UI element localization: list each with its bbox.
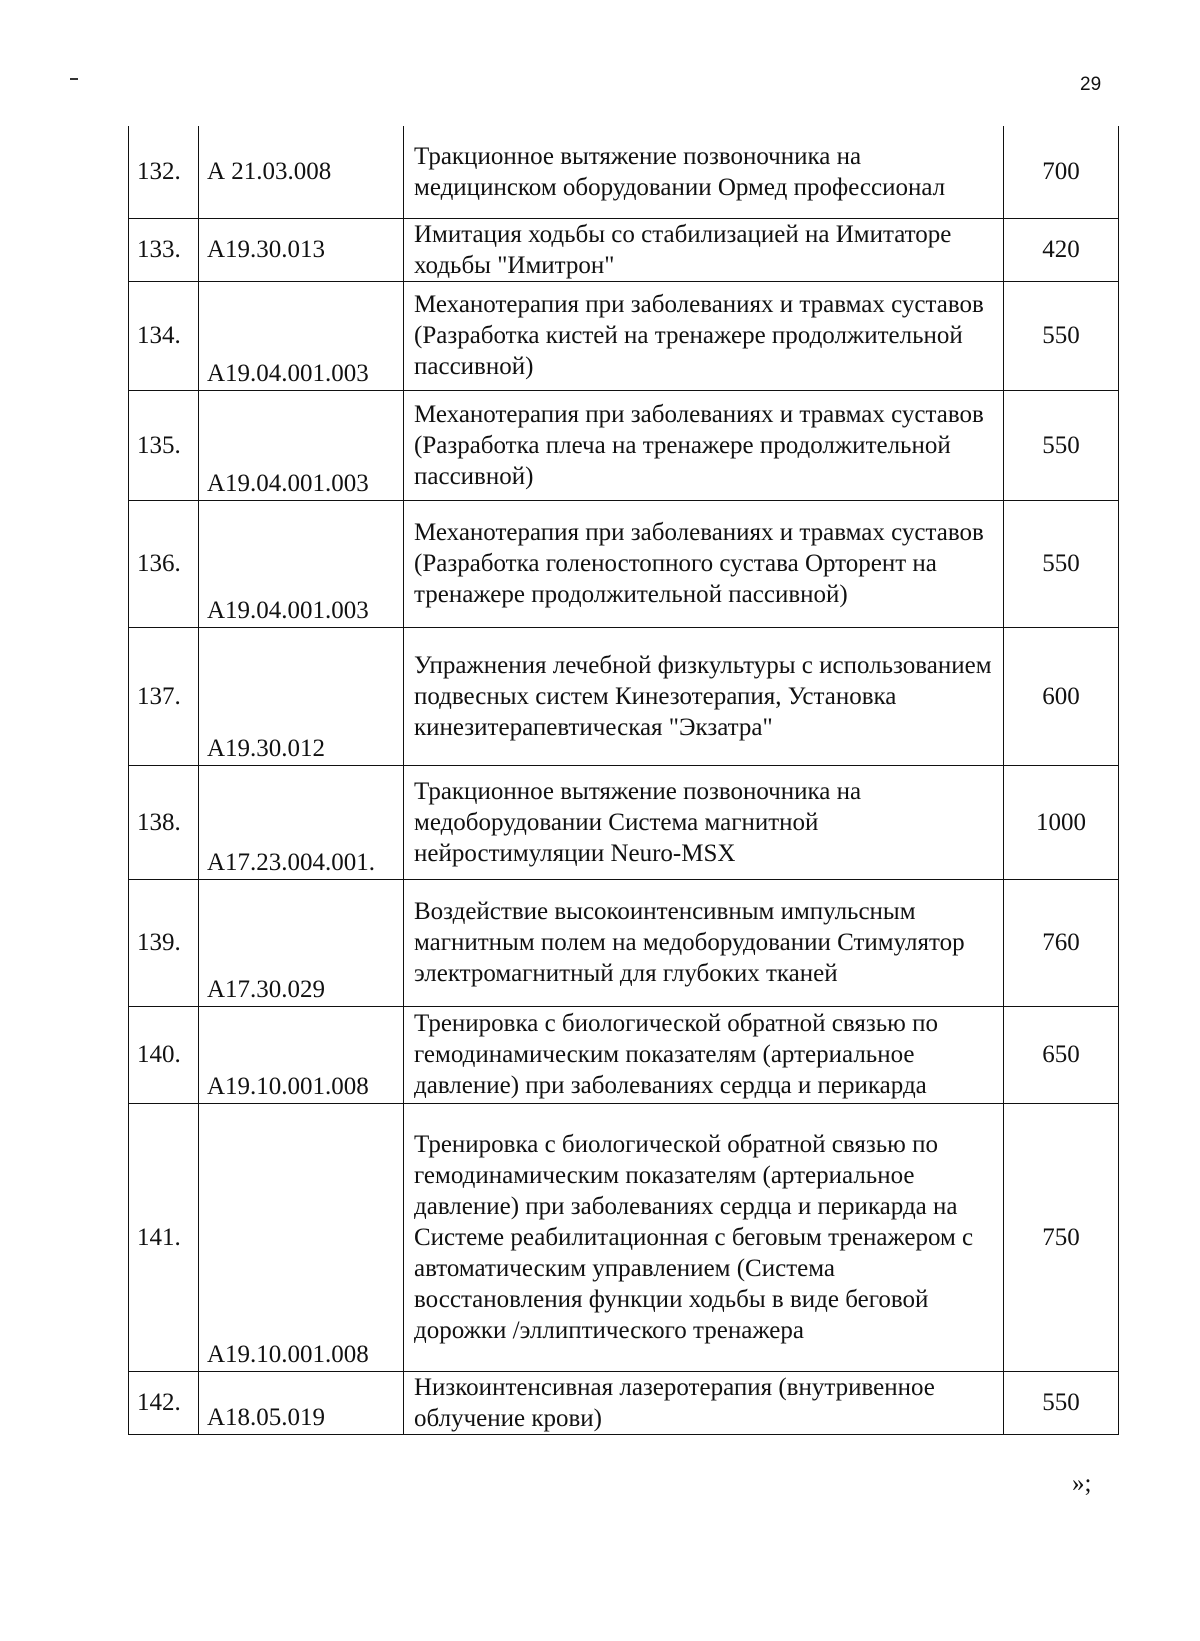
service-description: Тренировка с биологической обратной связью по гемодинамическим показателям (артериальное давление) при заболеваниях сердца и перикарда <box>404 1006 1004 1103</box>
service-code: А19.10.001.008 <box>199 1103 404 1371</box>
service-price: 550 <box>1004 390 1119 500</box>
row-number: 133. <box>129 218 199 281</box>
service-price: 420 <box>1004 218 1119 281</box>
page-number: 29 <box>1080 74 1102 95</box>
service-description: Низкоинтенсивная лазеротерапия (внутривенное облучение крови) <box>404 1371 1004 1434</box>
service-code: А19.04.001.003 <box>199 500 404 627</box>
service-price: 650 <box>1004 1006 1119 1103</box>
service-description: Механотерапия при заболеваниях и травмах суставов (Разработка кистей на тренажере продолжительной пассивной) <box>404 281 1004 390</box>
service-price: 550 <box>1004 500 1119 627</box>
table-row <box>129 1006 1119 1103</box>
services-price-table <box>128 126 1119 1435</box>
service-description: Механотерапия при заболеваниях и травмах суставов (Разработка плеча на тренажере продолжительной пассивной) <box>404 390 1004 500</box>
service-code: А19.10.001.008 <box>199 1006 404 1103</box>
row-number: 138. <box>129 765 199 879</box>
service-price: 550 <box>1004 281 1119 390</box>
service-description: Имитация ходьбы со стабилизацией на Имитаторе ходьбы "Имитрон" <box>404 218 1004 281</box>
service-code: А19.30.013 <box>199 218 404 281</box>
table-row <box>129 281 1119 390</box>
service-description: Механотерапия при заболеваниях и травмах суставов (Разработка голеностопного сустава Орторент на тренажере продолжительной пассивной) <box>404 500 1004 627</box>
table-row <box>129 126 1119 218</box>
service-code: А19.04.001.003 <box>199 390 404 500</box>
service-price: 600 <box>1004 627 1119 765</box>
service-description: Тренировка с биологической обратной связью по гемодинамическим показателям (артериальное давление) при заболеваниях сердца и перикарда на Системе реабилитационная с беговым тренажером с автоматическим управлением (Система восстановления функции ходьбы в виде беговой дорожки /эллиптического тренажера <box>404 1103 1004 1371</box>
service-price: 550 <box>1004 1371 1119 1434</box>
service-price: 760 <box>1004 879 1119 1006</box>
service-description: Тракционное вытяжение позвоночника на медицинском оборудовании Ормед профессионал <box>404 126 1004 218</box>
table-row <box>129 218 1119 281</box>
service-price: 700 <box>1004 126 1119 218</box>
row-number: 139. <box>129 879 199 1006</box>
row-number: 140. <box>129 1006 199 1103</box>
row-number: 137. <box>129 627 199 765</box>
row-number: 136. <box>129 500 199 627</box>
service-code: А18.05.019 <box>199 1371 404 1434</box>
table-row <box>129 390 1119 500</box>
service-price: 1000 <box>1004 765 1119 879</box>
service-code: А19.30.012 <box>199 627 404 765</box>
scan-artifact-mark <box>70 78 78 80</box>
service-description: Упражнения лечебной физкультуры с использованием подвесных систем Кинезотерапия, Установка кинезитерапевтическая "Экзатра" <box>404 627 1004 765</box>
service-description: Воздействие высокоинтенсивным импульсным магнитным полем на медоборудовании Стимулятор электромагнитный для глубоких тканей <box>404 879 1004 1006</box>
row-number: 132. <box>129 126 199 218</box>
service-description: Тракционное вытяжение позвоночника на медоборудовании Система магнитной нейростимуляции Neuro-MSX <box>404 765 1004 879</box>
service-code: А17.23.004.001. <box>199 765 404 879</box>
table-row <box>129 1371 1119 1434</box>
table-row <box>129 500 1119 627</box>
table-row <box>129 879 1119 1006</box>
table-row <box>129 1103 1119 1371</box>
table-row <box>129 765 1119 879</box>
service-code: А17.30.029 <box>199 879 404 1006</box>
service-code: А 21.03.008 <box>199 126 404 218</box>
service-code: А19.04.001.003 <box>199 281 404 390</box>
row-number: 135. <box>129 390 199 500</box>
closing-quote-mark: »; <box>1072 1470 1092 1497</box>
row-number: 134. <box>129 281 199 390</box>
service-price: 750 <box>1004 1103 1119 1371</box>
table-row <box>129 627 1119 765</box>
row-number: 141. <box>129 1103 199 1371</box>
row-number: 142. <box>129 1371 199 1434</box>
